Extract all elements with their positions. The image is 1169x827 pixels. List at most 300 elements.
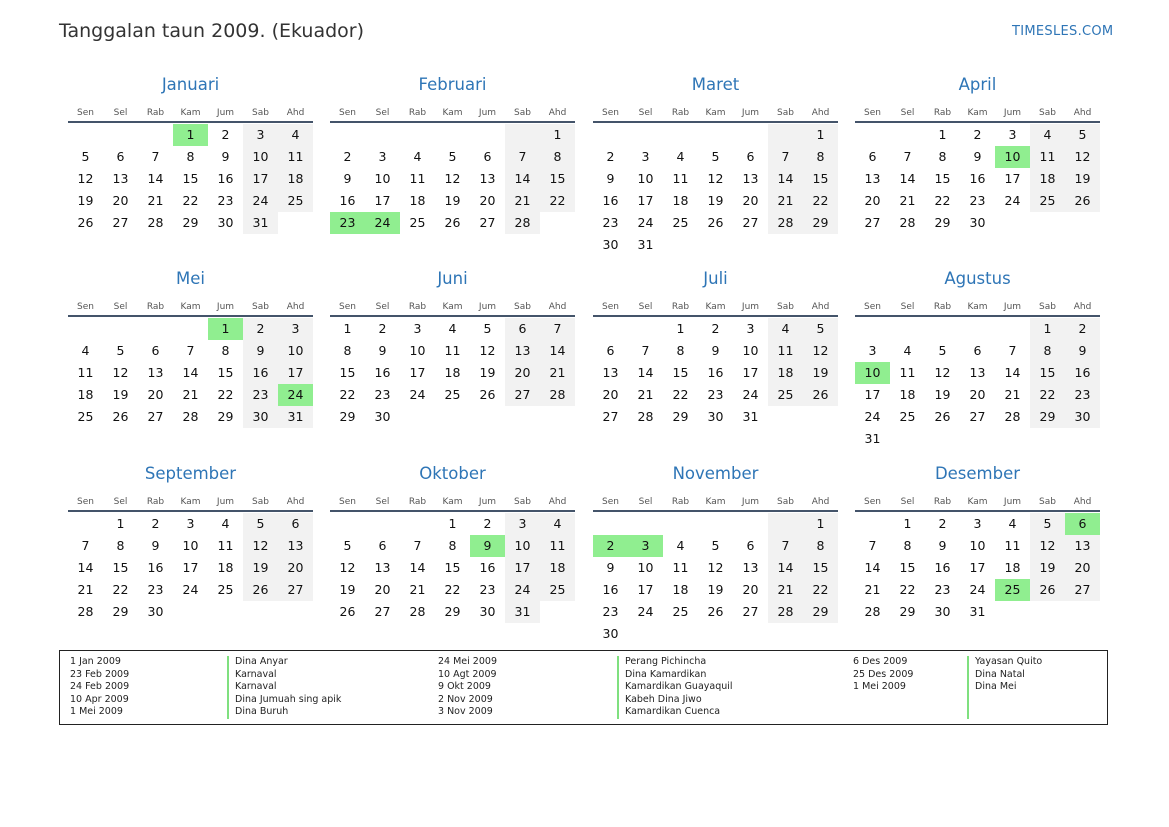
day-cell: 15	[1030, 362, 1065, 384]
day-cell: 1	[938, 127, 947, 142]
day-cell: 30	[243, 406, 278, 428]
weekday-label: Ahd	[286, 302, 305, 312]
day-cell: 29	[182, 215, 199, 230]
day-cell: 3	[973, 516, 982, 531]
empty-day-cell	[435, 124, 470, 146]
day-cell: 1	[448, 516, 457, 531]
day-cell: 25	[899, 409, 916, 424]
weekday-label: Jum	[478, 302, 497, 312]
weekday-label: Kam	[442, 497, 463, 507]
week-row	[330, 601, 575, 623]
day-cell: 18	[409, 193, 426, 208]
month-title: Juni	[437, 269, 468, 288]
day-cell: 30	[602, 626, 619, 641]
week-row	[330, 557, 575, 579]
day-cell: 23	[934, 582, 951, 597]
week-row	[330, 212, 575, 234]
day-cell: 14	[147, 171, 164, 186]
empty-day-cell	[925, 428, 960, 450]
week-row	[855, 601, 1100, 623]
day-cell: 15	[444, 560, 461, 575]
day-cell: 8	[803, 146, 838, 168]
weekday-label: Kam	[967, 108, 988, 118]
day-cell: 12	[479, 343, 496, 358]
day-cell: 23	[602, 604, 619, 619]
day-cell: 6	[606, 343, 615, 358]
day-cell: 3	[1008, 127, 1017, 142]
legend-date: 1 Jan 2009	[70, 656, 121, 667]
day-cell: 4	[903, 343, 912, 358]
weekday-label: Jum	[216, 108, 235, 118]
weekday-label: Jum	[741, 108, 760, 118]
day-cell: 22	[803, 579, 838, 601]
day-cell: 26	[77, 215, 94, 230]
week-row	[593, 124, 838, 146]
day-cell: 3	[378, 149, 387, 164]
weekday-label: Kam	[180, 302, 201, 312]
day-cell: 7	[768, 535, 803, 557]
legend-holiday-name: Dina Buruh	[235, 706, 289, 718]
week-row	[330, 124, 575, 146]
month-title: Oktober	[419, 464, 486, 483]
month-februari	[330, 74, 575, 234]
empty-day-cell	[1065, 212, 1100, 234]
empty-day-cell	[855, 124, 890, 146]
holiday-day-cell: 24	[365, 212, 400, 234]
weekday-label: Sen	[864, 302, 881, 312]
week-row	[593, 362, 838, 384]
weekday-label: Sen	[339, 497, 356, 507]
weekday-label: Sel	[113, 108, 128, 118]
holiday-day-cell: 24	[278, 384, 313, 406]
day-cell: 23	[147, 582, 164, 597]
week-row	[855, 212, 1100, 234]
day-cell: 30	[479, 604, 496, 619]
day-cell: 22	[934, 193, 951, 208]
day-cell: 6	[505, 318, 540, 340]
day-cell: 17	[1004, 171, 1021, 186]
weekday-label: Rab	[408, 108, 427, 118]
legend-date: 23 Feb 2009	[70, 668, 130, 680]
day-cell: 21	[768, 579, 803, 601]
empty-day-cell	[628, 124, 663, 146]
day-cell: 13	[278, 535, 313, 557]
month-title: Juli	[703, 269, 728, 288]
day-cell: 4	[676, 538, 685, 553]
empty-day-cell	[540, 212, 575, 234]
legend-holiday-name: Dina Anyar	[235, 656, 288, 667]
weekday-label: Sab	[1039, 497, 1056, 507]
day-cell: 18	[278, 168, 313, 190]
weekday-label: Jum	[741, 302, 760, 312]
month-days	[330, 123, 575, 234]
day-cell: 12	[934, 365, 951, 380]
day-cell: 12	[243, 535, 278, 557]
day-cell: 16	[243, 362, 278, 384]
day-cell: 3	[505, 513, 540, 535]
day-cell: 11	[540, 535, 575, 557]
day-cell: 19	[707, 193, 724, 208]
day-cell: 15	[112, 560, 129, 575]
day-cell: 26	[1030, 579, 1065, 601]
weekday-label: Ahd	[1073, 497, 1092, 507]
holiday-day-cell: 25	[995, 579, 1030, 601]
day-cell: 15	[339, 365, 356, 380]
day-cell: 2	[243, 318, 278, 340]
weekday-label: Kam	[180, 497, 201, 507]
week-row	[330, 384, 575, 406]
week-row	[68, 318, 313, 340]
day-cell: 24	[637, 215, 654, 230]
day-cell: 14	[1004, 365, 1021, 380]
empty-day-cell	[68, 513, 103, 535]
month-days	[68, 317, 313, 428]
day-cell: 21	[637, 387, 654, 402]
month-title: Agustus	[944, 269, 1011, 288]
day-cell: 21	[768, 190, 803, 212]
week-row	[68, 362, 313, 384]
weekday-label: Kam	[705, 302, 726, 312]
day-cell: 20	[969, 387, 986, 402]
month-days	[68, 512, 313, 623]
day-cell: 4	[81, 343, 90, 358]
day-cell: 19	[803, 362, 838, 384]
empty-day-cell	[330, 124, 365, 146]
month-days	[593, 317, 838, 428]
day-cell: 1	[676, 321, 685, 336]
day-cell: 26	[803, 384, 838, 406]
empty-day-cell	[803, 234, 838, 256]
day-cell: 17	[637, 193, 654, 208]
day-cell: 21	[540, 362, 575, 384]
day-cell: 15	[182, 171, 199, 186]
empty-day-cell	[103, 318, 138, 340]
day-cell: 13	[864, 171, 881, 186]
day-cell: 4	[540, 513, 575, 535]
weekday-label: Sab	[252, 108, 269, 118]
day-cell: 16	[934, 560, 951, 575]
week-row	[330, 513, 575, 535]
month-title: Januari	[161, 75, 220, 94]
day-cell: 28	[147, 215, 164, 230]
day-cell: 7	[768, 146, 803, 168]
day-cell: 29	[803, 212, 838, 234]
day-cell: 6	[746, 149, 755, 164]
day-cell: 18	[1004, 560, 1021, 575]
day-cell: 8	[186, 149, 195, 164]
day-cell: 15	[672, 365, 689, 380]
weekday-label: Ahd	[286, 497, 305, 507]
day-cell: 10	[742, 343, 759, 358]
day-cell: 3	[243, 124, 278, 146]
weekday-label: Jum	[216, 302, 235, 312]
weekday-label: Kam	[967, 497, 988, 507]
day-cell: 23	[243, 384, 278, 406]
day-cell: 3	[278, 318, 313, 340]
day-cell: 13	[147, 365, 164, 380]
legend-holiday-name: Dina Jumuah sing apik	[235, 693, 342, 705]
day-cell: 2	[1065, 318, 1100, 340]
day-cell: 24	[637, 604, 654, 619]
weekday-label: Sen	[77, 497, 94, 507]
empty-day-cell	[68, 318, 103, 340]
empty-day-cell	[365, 513, 400, 535]
day-cell: 8	[1030, 340, 1065, 362]
day-cell: 28	[409, 604, 426, 619]
day-cell: 25	[672, 604, 689, 619]
weekday-label: Ahd	[548, 108, 567, 118]
day-cell: 16	[147, 560, 164, 575]
legend-names-2	[625, 656, 733, 719]
weekday-label: Ahd	[811, 302, 830, 312]
weekday-label: Sel	[900, 497, 915, 507]
holiday-day-cell: 2	[593, 535, 628, 557]
empty-day-cell	[593, 318, 628, 340]
week-row	[330, 190, 575, 212]
month-days	[330, 512, 575, 623]
holiday-day-cell: 10	[855, 362, 890, 384]
day-cell: 30	[707, 409, 724, 424]
day-cell: 14	[899, 171, 916, 186]
day-cell: 8	[803, 535, 838, 557]
weekday-label: Sab	[514, 497, 531, 507]
week-row	[68, 384, 313, 406]
weekday-label: Sel	[900, 108, 915, 118]
weekday-label: Sel	[638, 108, 653, 118]
week-row	[593, 340, 838, 362]
month-januari	[68, 74, 313, 234]
day-cell: 19	[1030, 557, 1065, 579]
day-cell: 19	[1065, 168, 1100, 190]
day-cell: 4	[448, 321, 457, 336]
day-cell: 3	[868, 343, 877, 358]
day-cell: 10	[969, 538, 986, 553]
day-cell: 19	[243, 557, 278, 579]
week-row	[68, 535, 313, 557]
weekday-label: Sel	[113, 497, 128, 507]
weekday-label: Rab	[933, 497, 952, 507]
day-cell: 4	[1008, 516, 1017, 531]
day-cell: 16	[374, 365, 391, 380]
month-title: Desember	[934, 464, 1021, 483]
day-cell: 6	[746, 538, 755, 553]
day-cell: 17	[182, 560, 199, 575]
day-cell: 9	[378, 343, 387, 358]
day-cell: 5	[1030, 513, 1065, 535]
day-cell: 18	[444, 365, 461, 380]
day-cell: 9	[606, 171, 615, 186]
day-cell: 10	[278, 340, 313, 362]
empty-day-cell	[803, 406, 838, 428]
weekday-label: Sen	[864, 497, 881, 507]
day-cell: 14	[637, 365, 654, 380]
day-cell: 1	[116, 516, 125, 531]
day-cell: 23	[217, 193, 234, 208]
day-cell: 10	[637, 171, 654, 186]
day-cell: 2	[973, 127, 982, 142]
day-cell: 22	[339, 387, 356, 402]
day-cell: 10	[637, 560, 654, 575]
weekday-label: Rab	[146, 108, 165, 118]
day-cell: 10	[374, 171, 391, 186]
week-row	[330, 406, 575, 428]
day-cell: 4	[278, 124, 313, 146]
day-cell: 30	[147, 604, 164, 619]
day-cell: 27	[742, 215, 759, 230]
empty-day-cell	[663, 623, 698, 645]
day-cell: 8	[938, 149, 947, 164]
day-cell: 22	[112, 582, 129, 597]
week-row	[593, 168, 838, 190]
empty-day-cell	[995, 318, 1030, 340]
day-cell: 14	[182, 365, 199, 380]
day-cell: 5	[116, 343, 125, 358]
brand-link[interactable]: TIMESLES.COM	[1012, 24, 1114, 39]
day-cell: 14	[505, 168, 540, 190]
weekday-label: Jum	[216, 497, 235, 507]
weekday-label: Rab	[408, 302, 427, 312]
day-cell: 6	[868, 149, 877, 164]
empty-day-cell	[768, 513, 803, 535]
day-cell: 29	[899, 604, 916, 619]
day-cell: 14	[77, 560, 94, 575]
day-cell: 18	[768, 362, 803, 384]
day-cell: 18	[1030, 168, 1065, 190]
empty-day-cell	[733, 124, 768, 146]
day-cell: 1	[343, 321, 352, 336]
day-cell: 2	[343, 149, 352, 164]
week-row	[68, 212, 313, 234]
day-cell: 17	[409, 365, 426, 380]
weekday-label: Sel	[375, 108, 390, 118]
month-title: November	[672, 464, 759, 483]
day-cell: 7	[540, 318, 575, 340]
legend-holiday-name: Dina Mei	[975, 681, 1017, 693]
day-cell: 9	[343, 171, 352, 186]
day-cell: 12	[1065, 146, 1100, 168]
month-desember	[855, 463, 1100, 623]
weekday-label: Sel	[638, 302, 653, 312]
day-cell: 19	[444, 193, 461, 208]
day-cell: 15	[899, 560, 916, 575]
day-cell: 27	[147, 409, 164, 424]
day-cell: 21	[505, 190, 540, 212]
day-cell: 9	[938, 538, 947, 553]
holiday-legend	[59, 650, 1108, 725]
legend-dates-2	[438, 656, 497, 719]
day-cell: 2	[221, 127, 230, 142]
day-cell: 12	[112, 365, 129, 380]
empty-day-cell	[593, 513, 628, 535]
day-cell: 8	[343, 343, 352, 358]
day-cell: 10	[409, 343, 426, 358]
empty-day-cell	[733, 234, 768, 256]
week-row	[593, 601, 838, 623]
day-cell: 21	[899, 193, 916, 208]
empty-day-cell	[138, 124, 173, 146]
empty-day-cell	[663, 234, 698, 256]
week-row	[68, 579, 313, 601]
day-cell: 19	[339, 582, 356, 597]
weekday-label: Jum	[1003, 108, 1022, 118]
legend-date: 2 Nov 2009	[438, 693, 493, 705]
day-cell: 4	[768, 318, 803, 340]
week-row	[593, 623, 838, 645]
legend-date: 24 Feb 2009	[70, 681, 130, 693]
day-cell: 12	[339, 560, 356, 575]
day-cell: 7	[868, 538, 877, 553]
week-row	[330, 362, 575, 384]
page-title: Tanggalan taun 2009. (Ekuador)	[59, 20, 364, 42]
weekday-label: Sab	[777, 108, 794, 118]
empty-day-cell	[698, 513, 733, 535]
day-cell: 2	[378, 321, 387, 336]
day-cell: 13	[742, 560, 759, 575]
empty-day-cell	[208, 601, 243, 623]
day-cell: 27	[742, 604, 759, 619]
legend-holiday-name: Kamardikan Guayaquil	[625, 681, 733, 693]
day-cell: 26	[707, 215, 724, 230]
week-row	[68, 124, 313, 146]
empty-day-cell	[278, 212, 313, 234]
day-cell: 22	[803, 190, 838, 212]
day-cell: 15	[803, 168, 838, 190]
legend-date: 10 Apr 2009	[70, 693, 129, 705]
legend-dates-1	[70, 656, 129, 719]
day-cell: 20	[278, 557, 313, 579]
day-cell: 18	[217, 560, 234, 575]
weekday-label: Sab	[1039, 108, 1056, 118]
day-cell: 15	[217, 365, 234, 380]
week-row	[68, 168, 313, 190]
day-cell: 11	[1030, 146, 1065, 168]
holiday-day-cell: 6	[1065, 513, 1100, 535]
week-row	[855, 557, 1100, 579]
day-cell: 6	[378, 538, 387, 553]
day-cell: 26	[707, 604, 724, 619]
empty-day-cell	[663, 124, 698, 146]
day-cell: 17	[742, 365, 759, 380]
day-cell: 21	[1004, 387, 1021, 402]
week-row	[593, 190, 838, 212]
weekday-label: Rab	[671, 108, 690, 118]
day-cell: 21	[864, 582, 881, 597]
day-cell: 16	[1065, 362, 1100, 384]
empty-day-cell	[733, 513, 768, 535]
weekday-label: Sel	[375, 302, 390, 312]
week-row	[593, 406, 838, 428]
empty-day-cell	[768, 406, 803, 428]
empty-day-cell	[68, 124, 103, 146]
day-cell: 5	[711, 149, 720, 164]
day-cell: 13	[602, 365, 619, 380]
day-cell: 28	[1004, 409, 1021, 424]
week-row	[68, 601, 313, 623]
day-cell: 18	[899, 387, 916, 402]
week-row	[855, 340, 1100, 362]
day-cell: 5	[81, 149, 90, 164]
empty-day-cell	[698, 234, 733, 256]
day-cell: 16	[602, 582, 619, 597]
day-cell: 3	[746, 321, 755, 336]
day-cell: 29	[339, 409, 356, 424]
weekday-header	[593, 489, 838, 507]
week-row	[593, 579, 838, 601]
empty-day-cell	[995, 428, 1030, 450]
day-cell: 14	[768, 557, 803, 579]
weekday-label: Ahd	[548, 497, 567, 507]
day-cell: 20	[147, 387, 164, 402]
